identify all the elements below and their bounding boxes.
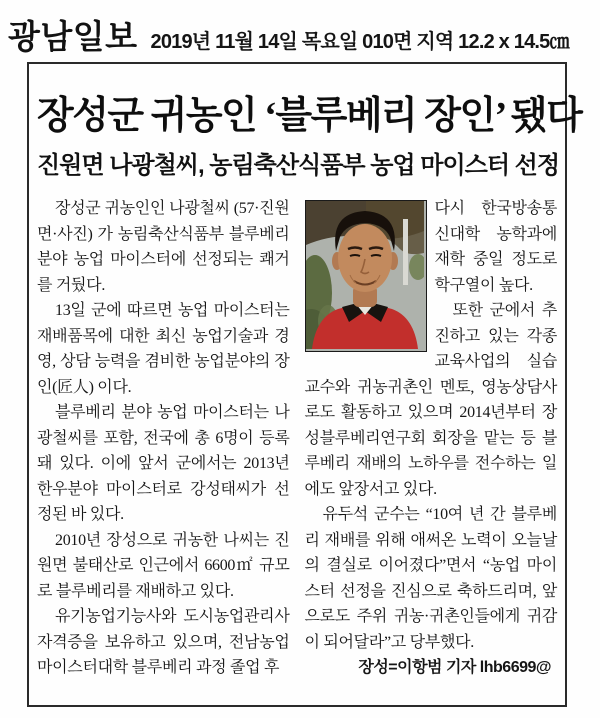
headline: 장성군 귀농인 ‘블루베리 장인’ 됐다 [37, 95, 582, 137]
masthead [0, 0, 600, 62]
dateline: 2019년 11월 14일 목요일 010면 지역 12.2 x 14.5㎝ [150, 31, 569, 53]
paragraph: 2010년 장성으로 귀농한 나씨는 진원면 불태산로 인근에서 6600㎡ 규모로 블루베리를 재배하고 있다. [37, 531, 290, 600]
portrait-photo-image [306, 201, 424, 349]
paragraph: 13일 군에 따르면 농업 마이스터는 재배품목에 대한 최신 농업기술과 경영, 상담 능력을 겸비한 농업분야의 장인(匠人) 이다. [37, 302, 290, 396]
portrait-photo [305, 200, 427, 352]
paragraph: 또한 군에서 추진하고 있는 각종 교육사업의 실습 교수와 귀농귀촌인 멘토, 영농상담사로도 활동하고 있으며 2014년부터 장성블루베리연구회 회장을 맡는 등 블루베리 재배의 노하우를 전수하는 일에도 앞장서고 있다. [304, 302, 557, 498]
paragraph: 유두석 군수는 “10여 년 간 블루베리 재배를 위해 애써온 노력이 오늘날의 결실로 이어졌다”면서 “농업 마이스터 선정을 진심으로 축하드리며, 앞으로도 주위 귀농·귀촌인들에게 귀감이 되어달라”고 당부했다. [304, 506, 557, 651]
subheadline: 진원면 나광철씨, 농림축산식품부 농업 마이스터 선정 [37, 152, 560, 179]
article-body [37, 196, 557, 681]
byline: 장성=이항범 기자 lhb6699@ [358, 659, 551, 676]
article-box [27, 62, 582, 707]
body-column-right [305, 196, 558, 681]
paragraph: 다시 한국방송통신대학 농학과에 재학 중일 정도로 학구열이 높다. [434, 200, 557, 294]
newspaper-logo: 광남일보 [8, 18, 138, 55]
body-column-left [37, 196, 290, 681]
paragraph: 유기농업기능사와 도시농업관리사 자격증을 보유하고 있으며, 전남농업 마이스터대학 블루베리 과정 졸업 후 [37, 608, 290, 676]
paragraph: 블루베리 분야 농업 마이스터는 나광철씨를 포함, 전국에 총 6명이 등록돼 있다. 이에 앞서 군에서는 2013년 한우분야 마이스터로 강성태씨가 선정된 바 있다. [37, 404, 290, 523]
paragraph: 장성군 귀농인인 나광철씨 (57·진원면·사진) 가 농림축산식품부 블루베리 분야 농업 마이스터에 선정되는 쾌거를 거뒀다. [37, 200, 290, 294]
